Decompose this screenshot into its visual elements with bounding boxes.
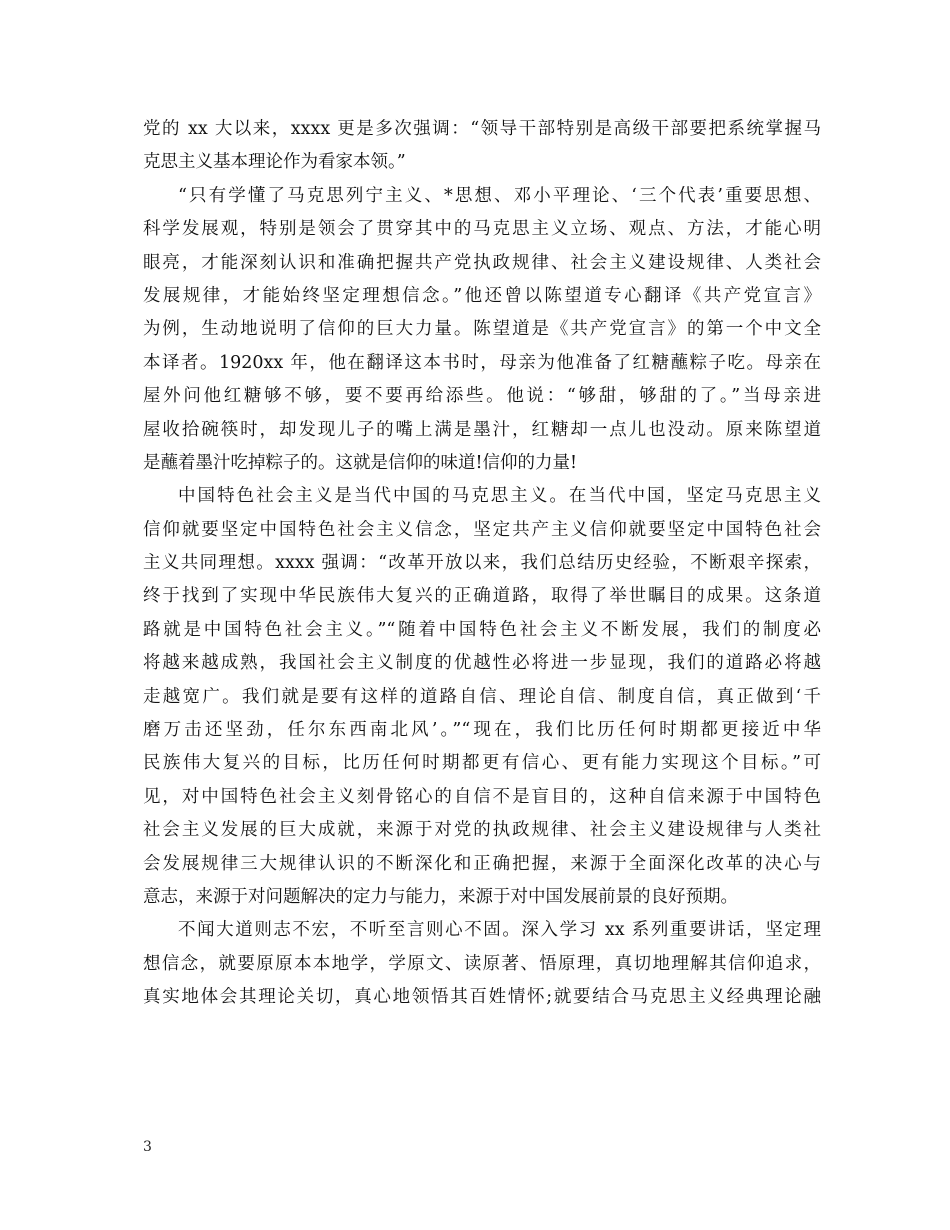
text-line: 发展规律，才能始终坚定理想信念。”他还曾以陈望道专心翻译《共产党宣言》 — [143, 285, 821, 306]
text-line: 主义共同理想。xxxx 强调：“改革开放以来，我们总结历史经验，不断艰辛探索， — [143, 553, 821, 574]
text-line: 会发展规律三大规律认识的不断深化和正确把握，来源于全面深化改革的决心与 — [143, 853, 821, 874]
text-line: 见，对中国特色社会主义刻骨铭心的自信不是盲目的，这种自信来源于中国特色 — [143, 786, 821, 807]
text-line: 走越宽广。我们就是要有这样的道路自信、理论自信、制度自信，真正做到‘千 — [143, 686, 821, 707]
text-line: 将越来越成熟，我国社会主义制度的优越性必将进一步显现，我们的道路必将越 — [143, 653, 821, 674]
text-line: 眼亮，才能深刻认识和准确把握共产党执政规律、社会主义建设规律、人类社会 — [143, 252, 821, 273]
text-line: “只有学懂了马克思列宁主义、*思想、邓小平理论、‘三个代表’重要思想、 — [178, 185, 821, 206]
text-line: 意志，来源于对问题解决的定力与能力，来源于对中国发展前景的良好预期。 — [143, 886, 738, 907]
text-line: 科学发展观，特别是领会了贯穿其中的马克思主义立场、观点、方法，才能心明 — [143, 219, 821, 240]
body-text — [143, 113, 821, 1015]
text-line: 克思主义基本理论作为看家本领。” — [143, 152, 406, 173]
text-line: 社会主义发展的巨大成就，来源于对党的执政规律、社会主义建设规律与人类社 — [143, 820, 821, 841]
text-line: 真实地体会其理论关切，真心地领悟其百姓情怀;就要结合马克思主义经典理论融 — [143, 987, 821, 1008]
text-line: 本译者。1920xx 年，他在翻译这本书时，母亲为他准备了红糖蘸粽子吃。母亲在 — [143, 352, 821, 373]
text-line: 是蘸着墨汁吃掉粽子的。这就是信仰的味道!信仰的力量! — [143, 452, 578, 473]
text-line: 中国特色社会主义是当代中国的马克思主义。在当代中国，坚定马克思主义 — [178, 486, 821, 507]
text-line: 信仰就要坚定中国特色社会主义信念，坚定共产主义信仰就要坚定中国特色社会 — [143, 519, 821, 540]
text-line: 党的 xx 大以来，xxxx 更是多次强调：“领导干部特别是高级干部要把系统掌握马 — [143, 119, 821, 139]
text-line: 路就是中国特色社会主义。”“随着中国特色社会主义不断发展，我们的制度必 — [143, 619, 821, 640]
text-line: 为例，生动地说明了信仰的巨大力量。陈望道是《共产党宣言》的第一个中文全 — [143, 319, 821, 340]
text-line: 终于找到了实现中华民族伟大复兴的正确道路，取得了举世瞩目的成果。这条道 — [143, 586, 821, 607]
text-line: 屋收拾碗筷时，却发现儿子的嘴上满是墨汁，红糖却一点儿也没动。原来陈望道 — [143, 419, 821, 440]
text-line: 想信念，就要原原本本地学，学原文、读原著、悟原理，真切地理解其信仰追求， — [143, 953, 821, 974]
text-line: 不闻大道则志不宏，不听至言则心不固。深入学习 xx 系列重要讲话，坚定理 — [178, 920, 821, 941]
text-line: 磨万击还坚劲，任尔东西南北风’。”“现在，我们比历任何时期都更接近中华 — [143, 720, 821, 741]
text-line: 民族伟大复兴的目标，比历任何时期都更有信心、更有能力实现这个目标。”可 — [143, 753, 821, 774]
page-number: 3 — [143, 1139, 152, 1155]
text-line: 屋外问他红糖够不够，要不要再给添些。他说：“够甜，够甜的了。”当母亲进 — [143, 386, 821, 407]
